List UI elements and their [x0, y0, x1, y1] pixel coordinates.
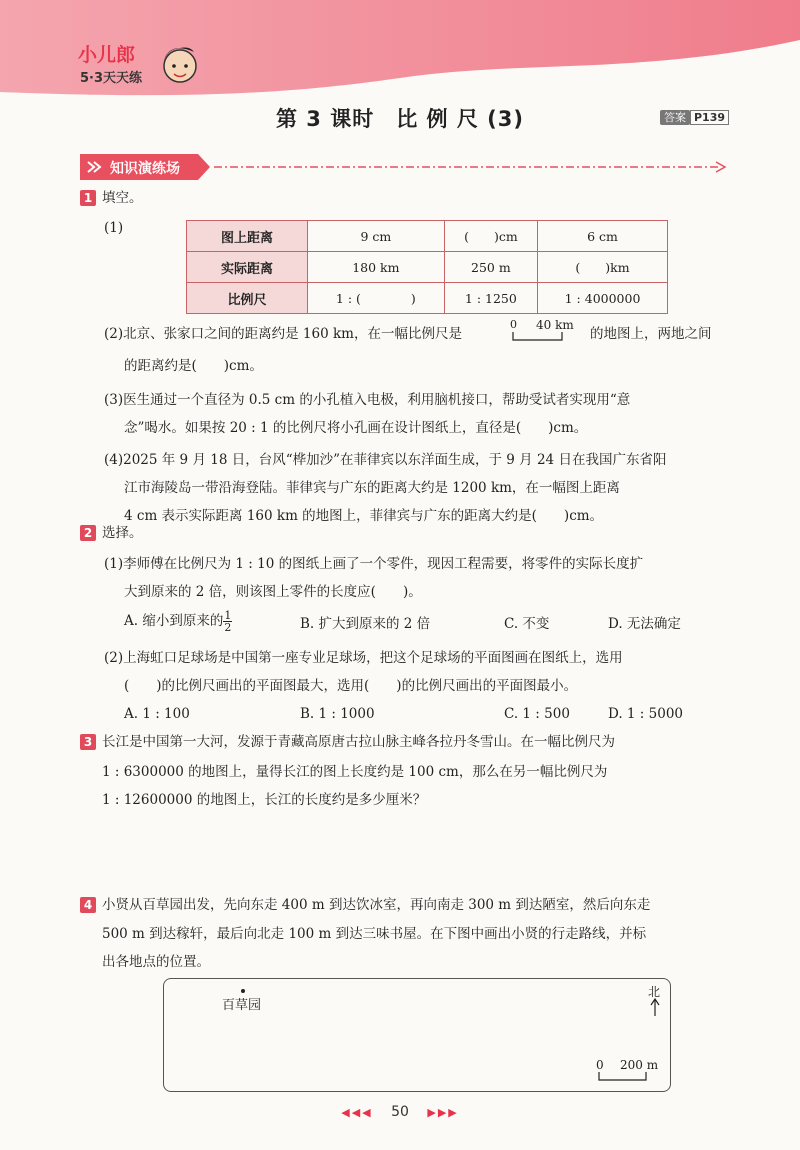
answer-tag: 答案 [660, 110, 690, 125]
scale-value: 40 km [536, 318, 574, 332]
fraction-one-half [223, 610, 232, 633]
q2-option-b: B. 扩大到原来的 2 倍 [300, 616, 431, 632]
question-1-number: 1 [80, 190, 96, 206]
start-point-label: 百草园 [222, 998, 262, 1013]
q4-line1: 小贤从百草园出发，先向东走 400 m 到达饮冰室，再向南走 300 m 到达陋室，然后向东走 [102, 897, 651, 913]
table-header-cell: 实际距离 [187, 252, 308, 283]
q2-sub2-option-c: C. 1 : 500 [504, 706, 570, 722]
question-2-number: 2 [80, 525, 96, 541]
map-scale-value: 200 m [620, 1058, 659, 1072]
q1-sub2-text-b: 的地图上，两地之间 [590, 326, 712, 342]
table-header-cell: 图上距离 [187, 221, 308, 252]
line-scale-bar [508, 318, 582, 344]
q1-sub2-text-c: 的距离约是( )cm。 [124, 358, 263, 374]
fraction-denominator: 2 [224, 621, 232, 634]
page-number: 50 [391, 1104, 409, 1120]
q3-line2: 1 : 6300000 的地图上，量得长江的图上长度约是 100 cm，那么在另一幅比例尺为 [102, 764, 608, 780]
question-4-number: 4 [80, 897, 96, 913]
q4-line3: 出各地点的位置。 [102, 954, 210, 970]
q3-line3: 1 : 12600000 的地图上，长江的长度约是多少厘米？ [102, 792, 427, 808]
table-cell: 9 cm [308, 221, 445, 252]
fraction-numerator: 1 [224, 609, 232, 622]
q1-sub1-label: (1) [104, 220, 124, 236]
answer-page: P139 [690, 110, 729, 125]
table-cell: 6 cm [538, 221, 668, 252]
q2-sub2-line1: (2)上海虹口足球场是中国第一座专业足球场，把这个足球场的平面图画在图纸上，选用 [104, 650, 623, 666]
q1-sub3-line1: (3)医生通过一个直径为 0.5 cm 的小孔植入电极，利用脑机接口，帮助受试者实现用“意 [104, 392, 631, 408]
q2-sub2-line2: ( )的比例尺画出的平面图最大，选用( )的比例尺画出的平面图最小。 [124, 678, 578, 694]
north-arrow-icon [650, 998, 660, 1016]
q1-sub2-text-a: (2)北京、张家口之间的距离约是 160 km，在一幅比例尺是 [104, 326, 462, 342]
map-scale-zero: 0 [596, 1058, 604, 1072]
q1-sub4-line3: 4 cm 表示实际距离 160 km 的地图上，菲律宾与广东的距离大约是( )cm。 [124, 508, 604, 524]
table-cell: 1 : 1250 [444, 283, 537, 314]
question-1-title: 填空。 [102, 190, 143, 206]
q2-sub2-option-d: D. 1 : 5000 [608, 706, 684, 722]
q2-sub1-line1: (1)李师傅在比例尺为 1 : 10 的图纸上画了一个零件，现因工程需要，将零件的实际长度扩 [104, 556, 644, 572]
footer-right-arrows-icon: ▶▶▶ [427, 1106, 459, 1119]
q3-line1: 长江是中国第一大河，发源于青藏高原唐古拉山脉主峰各拉丹冬雪山。在一幅比例尺为 [102, 734, 615, 750]
table-header-cell: 比例尺 [187, 283, 308, 314]
north-label: 北 [648, 985, 661, 999]
page-footer [0, 1104, 800, 1120]
table-cell: 1 : ( ) [308, 283, 445, 314]
table-row [187, 252, 668, 283]
question-2-title: 选择。 [102, 525, 143, 541]
q1-sub3-line2: 念”喝水。如果按 20 : 1 的比例尺将小孔画在设计图纸上，直径是( )cm。 [124, 420, 588, 436]
answer-reference [660, 109, 729, 125]
map-scale-bar [594, 1058, 666, 1084]
table-row [187, 283, 668, 314]
table-cell: 180 km [308, 252, 445, 283]
table-cell: ( )km [538, 252, 668, 283]
q2-sub2-option-a: A. 1 : 100 [124, 706, 190, 722]
footer-left-arrows-icon: ◀◀◀ [341, 1106, 373, 1119]
q2-option-c: C. 不变 [504, 616, 550, 632]
q2-sub2-option-b: B. 1 : 1000 [300, 706, 375, 722]
table-cell: 250 m [444, 252, 537, 283]
q2-sub1-line2: 大到原来的 2 倍，则该图上零件的长度应( )。 [124, 584, 422, 600]
brand-series: 5·3天天练 [80, 71, 143, 86]
q1-sub4-line2: 江市海陵岛一带沿海登陆。菲律宾与广东的距离大约是 1200 km，在一幅图上距离 [124, 480, 620, 496]
scale-zero: 0 [510, 318, 517, 331]
start-point-dot [241, 989, 245, 993]
option-a-text: A. 缩小到原来的 [124, 613, 224, 629]
page-title: 第 3 课时 比 例 尺 (3) [276, 107, 524, 131]
table-cell: 1 : 4000000 [538, 283, 668, 314]
q2-option-d: D. 无法确定 [608, 616, 681, 632]
question-3-number: 3 [80, 734, 96, 750]
q2-option-a [124, 610, 232, 633]
q1-sub4-line1: (4)2025 年 9 月 18 日，台风“桦加沙”在菲律宾以东洋面生成，于 9 月 24 日在我国广东省阳 [104, 452, 667, 468]
table-cell: ( )cm [444, 221, 537, 252]
distance-table [186, 220, 668, 314]
table-row [187, 221, 668, 252]
brand-name: 小儿郎 [78, 44, 136, 66]
section-title: 知识演练场 [110, 161, 180, 177]
q4-line2: 500 m 到达稼轩，最后向北走 100 m 到达三味书屋。在下图中画出小贤的行走路线，并标 [102, 926, 647, 942]
